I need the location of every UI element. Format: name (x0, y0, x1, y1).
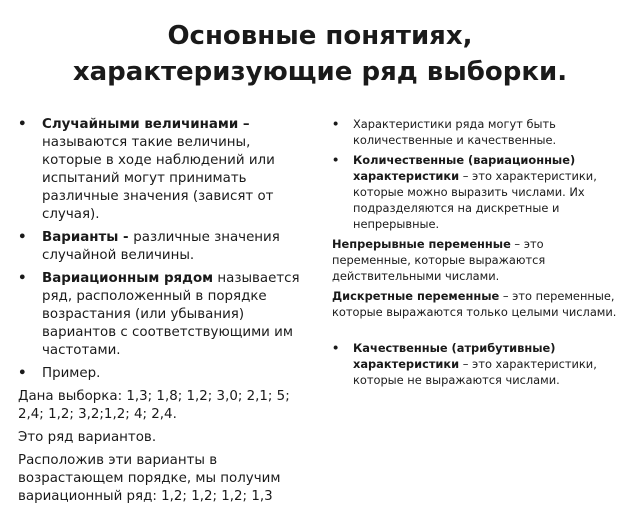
discrete-paragraph (332, 288, 622, 320)
right-bullet-list (332, 116, 622, 232)
bullet-icon: • (18, 230, 27, 245)
definition-text: – это характеристики, которые не выражаются числами. (353, 357, 597, 387)
list-item (332, 116, 622, 148)
right-bullet-list-2 (332, 340, 622, 388)
list-item (18, 270, 313, 360)
term-qualitative: Качественные (атрибутивные) характеристики (353, 341, 556, 371)
sample-paragraph: Дана выборка: 1,3; 1,8; 1,2; 3,0; 2,1; 5; 2,4; 1,2; 3,2;1,2; 4; 2,4. (18, 389, 290, 422)
spacer (332, 324, 622, 340)
list-item (18, 116, 313, 224)
bullet-icon: • (332, 153, 340, 167)
slide-title-line1: Основные понятиях, (167, 21, 473, 51)
list-item (332, 340, 622, 388)
list-item (332, 152, 622, 232)
bullet-icon: • (18, 271, 27, 286)
definition-text: Характеристики ряда могут быть количественные и качественные. (353, 117, 557, 147)
term-discrete: Дискретные переменные (332, 289, 500, 303)
definition-text: – это характеристики, которые можно выразить числами. Их подразделяются на дискретные и непрерывные. (353, 169, 597, 231)
bullet-icon: • (332, 117, 340, 131)
term-random-variables: Случайными величинами – (42, 117, 250, 132)
term-quantitative: Количественные (вариационные) характеристики (353, 153, 576, 183)
definition-text: – это переменные, которые выражаются действительными числами. (332, 237, 546, 283)
bullet-icon: • (18, 117, 27, 132)
list-item (18, 365, 313, 383)
variants-paragraph: Это ряд вариантов. (18, 430, 157, 445)
term-continuous: Непрерывные переменные (332, 237, 511, 251)
term-variation-series: Вариационным рядом (42, 271, 214, 286)
bullet-icon: • (332, 341, 340, 355)
list-item (18, 229, 313, 265)
continuous-paragraph (332, 236, 622, 284)
left-column (18, 116, 313, 511)
definition-text: – это переменные, которые выражаются только целыми числами. (332, 289, 617, 319)
definition-text: называются такие величины, которые в ходе наблюдений или испытаний могут принимать различные значения (зависят от случая). (42, 135, 275, 222)
term-variants: Варианты - (42, 230, 134, 245)
definition-text: называется ряд, расположенный в порядке возрастания (или убывания) вариантов с соответствующими им частотами. (42, 271, 300, 358)
ordered-series-paragraph: Расположив эти варианты в возрастающем порядке, мы получим вариационный ряд: 1,2; 1,2; 1,2; 1,3 (18, 453, 281, 504)
definition-text: различные значения случайной величины. (42, 230, 280, 263)
slide-title (20, 18, 620, 90)
slide-title-line2: характеризующие ряд выборки. (72, 57, 568, 87)
example-label: Пример. (42, 366, 101, 381)
left-bullet-list (18, 116, 313, 383)
right-column (332, 116, 622, 392)
bullet-icon: • (18, 366, 27, 381)
